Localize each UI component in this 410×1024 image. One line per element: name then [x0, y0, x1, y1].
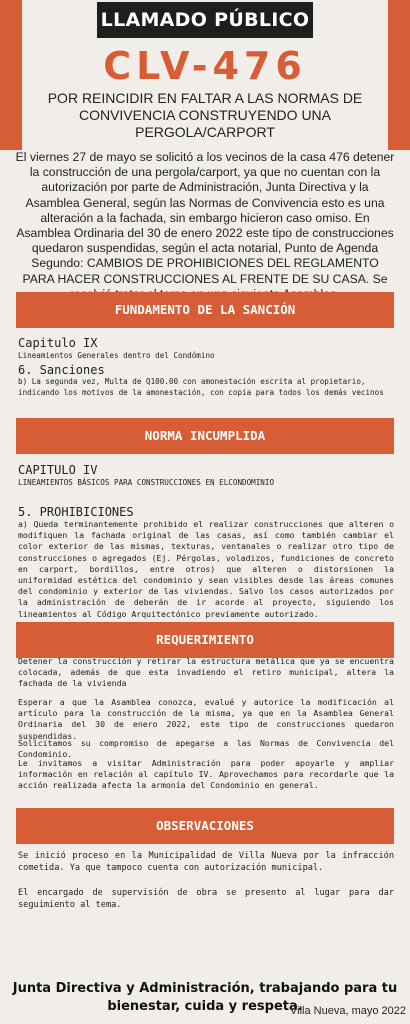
footer-slogan: Junta Directiva y Administración, trabajando para tu bienestar, cuida y respeta. — [12, 981, 398, 1014]
norma-text: a) Queda terminantemente prohibido el realizar construcciones que alteren o modifiquen la fachada original de las casas, así como también cambiar el color exterior de las mismas, texturas, ventanales o realizar otro tipo de construcciones o agregados (Ej. Pérgolas, voladizos, fundiciones de concreto en carport, bordillos, entre otros) que alteren o distorsionen la uniformidad estética del condominio y sean visibles desde las áreas comunes del condominio y exterior de las viviendas. Salvo los casos autorizados por la administración de deberán de ir acorde al proyecto, siguiendo los lineamientos al Código Arquitectónico previamente autorizado. — [18, 519, 394, 619]
intro-paragraph: El viernes 27 de mayo se solicitó a los vecinos de la casa 476 detener la construcción de una pergola/carport, ya que no cuentan con la autorización por parte de Administración, Junta Directiva y la Asamblea General, según las Normas de Convivencia esto es una alteración a la fachada, sin embargo hicieron caso omiso. En Asamblea Ordinaria del 30 de enero 2022 este tipo de construcciones quedaron suspendidas, según el acta notarial, Punto de Agenda Segundo: CAMBIOS DE PROHIBICIONES DEL REGLAMENTO PARA HACER CONSTRUCCIONES AL FRENTE DE SU CASA. Se — [15, 150, 395, 286]
fundamento-chapter: Capitulo IX — [18, 336, 98, 350]
requerimiento-p1: Detener la construcción y retirar la estructura metálica que ya se encuentra colocada, además de que esta invadiendo el retiro municipal, altera la fachada de la vivienda — [18, 656, 394, 689]
norma-chapter: CAPITULO IV — [18, 463, 98, 477]
notice-label: LLAMADO PÚBLICO — [97, 2, 313, 38]
observaciones-p2: El encargado de supervisión de obra se presento al lugar para dar seguimiento al tema. — [18, 888, 394, 911]
requerimiento-p2: Esperar a que la Asamblea conozca, evalué y autorice la modificación al artículo para la construcción de la misma, ya que en la Asamblea General Ordinaria del 30 de enero 2022, este tipo de construcciones quedaron suspendidas. — [18, 697, 394, 741]
fundamento-text: b) La segunda vez, Multa de Q100.00 con amonestación escrita al propietario, indicando los motivos de la amonestación, con copia para todos los demás vecinos — [18, 377, 384, 397]
fundamento-chapter-sub: Lineamientos Generales dentro del Condómino — [18, 351, 215, 360]
case-code: CLV-476 — [103, 44, 307, 88]
notice-subtitle: POR REINCIDIR EN FALTAR A LAS NORMAS DE CONVIVENCIA CONSTRUYENDO UNA PERGOLA/CARPORT — [47, 90, 363, 140]
section-bar-fundamento: FUNDAMENTO DE LA SANCIÓN — [16, 292, 394, 328]
requerimiento-p4: Le invitamos a visitar Administración para poder apoyarle y ampliar información en relación al capítulo IV. Aprovechamos para recordarle que la acción realizada afecta la armonía del Condominio en general. — [18, 758, 394, 791]
requerimiento-p3: Solicitamos su compromiso de apegarse a las Normas de Convivencia del Condominio. — [18, 738, 394, 760]
norma-section: 5. PROHIBICIONES — [18, 505, 134, 519]
norma-chapter-sub: LINEAMIENTOS BÁSICOS PARA CONSTRUCCIONES EN ELCONDOMINIO — [18, 478, 275, 487]
footer-signoff: Villa Nueva, mayo 2022 — [290, 1005, 406, 1017]
section-bar-requerimiento: REQUERIMIENTO — [16, 622, 394, 658]
section-bar-observaciones: OBSERVACIONES — [16, 808, 394, 844]
observaciones-p1: Se inició proceso en la Municipalidad de Villa Nueva por la infracción cometida. Ya que tampoco cuenta con autorización municipal. — [18, 851, 394, 874]
fundamento-section: 6. Sanciones — [18, 363, 105, 377]
section-bar-norma: NORMA INCUMPLIDA — [16, 418, 394, 454]
